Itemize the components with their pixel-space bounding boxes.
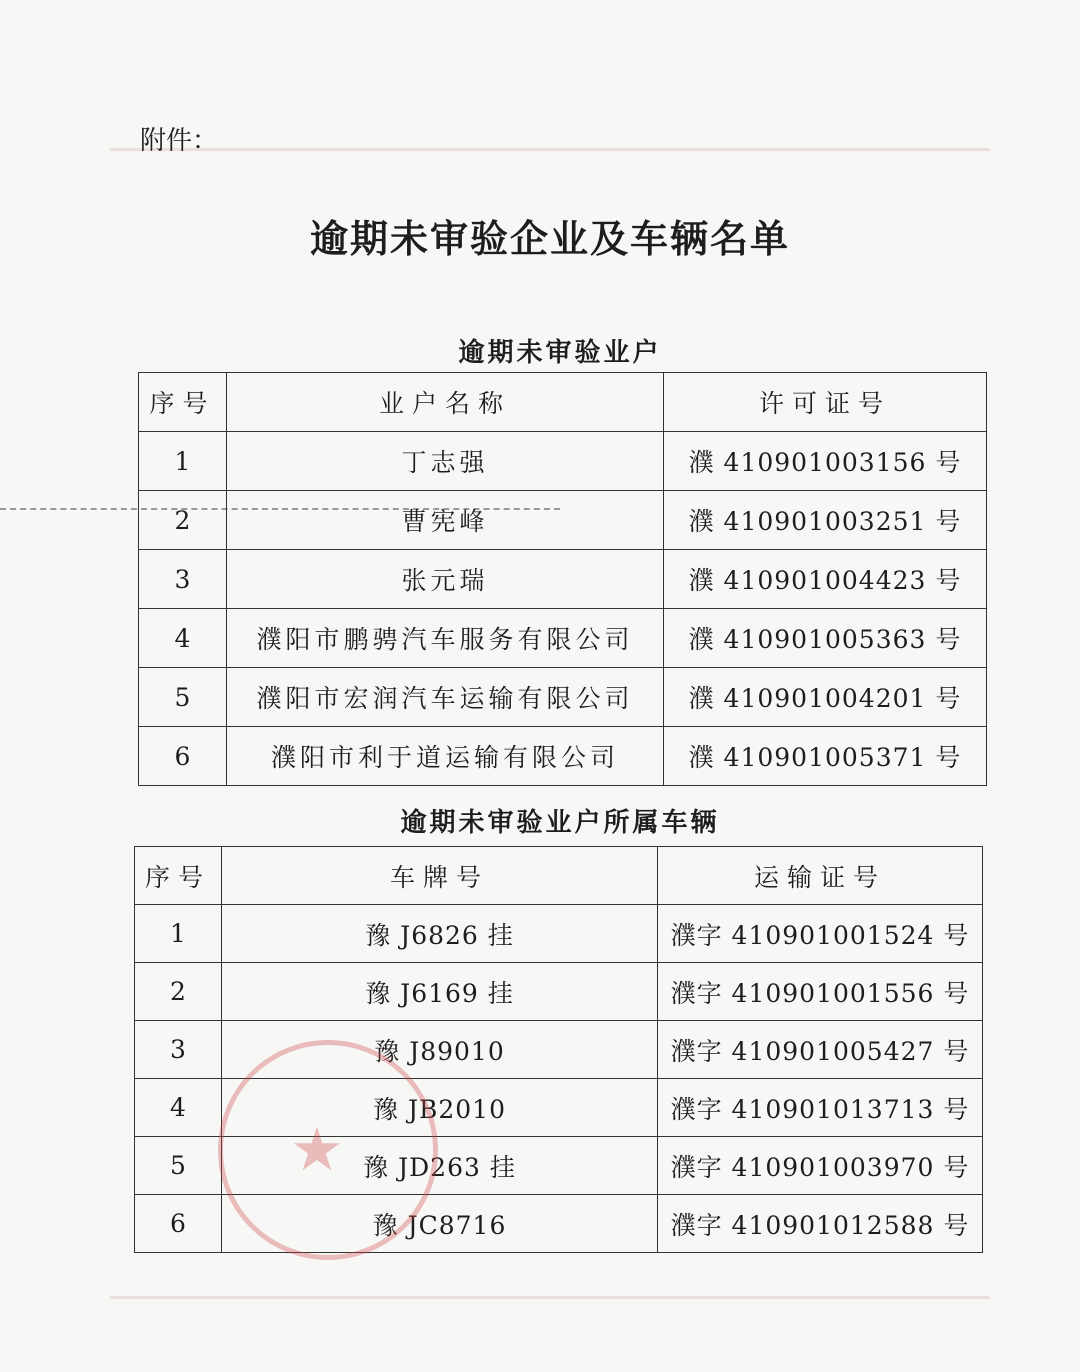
license-number: 濮 410901005363 号 [664, 609, 987, 668]
business-name: 张元瑞 [227, 550, 664, 609]
row-index: 4 [135, 1079, 222, 1137]
business-name: 丁志强 [227, 432, 664, 491]
table-row [139, 491, 987, 550]
row-index: 2 [135, 963, 222, 1021]
row-index: 6 [135, 1195, 222, 1253]
transport-permit-number: 濮字 410901012588 号 [658, 1195, 983, 1253]
business-name: 濮阳市鹏骋汽车服务有限公司 [227, 609, 664, 668]
vehicles-section-title: 逾期未审验业户所属车辆 [400, 808, 720, 838]
row-index: 2 [139, 491, 227, 550]
column-header-index: 序号 [135, 847, 222, 905]
row-index: 1 [139, 432, 227, 491]
plate-number: 豫 J6169 挂 [222, 963, 658, 1021]
attachment-label: 附件： [140, 126, 219, 156]
table-row [139, 432, 987, 491]
plate-number: 豫 JC8716 [222, 1195, 658, 1253]
row-index: 5 [139, 668, 227, 727]
column-header-business-name: 业户名称 [227, 373, 664, 432]
document-title: 逾期未审验企业及车辆名单 [309, 216, 790, 261]
column-header-transport-permit: 运输证号 [658, 847, 983, 905]
row-index: 3 [135, 1021, 222, 1079]
business-name: 曹宪峰 [227, 491, 664, 550]
plate-number: 豫 J6826 挂 [222, 905, 658, 963]
plate-number: 豫 J89010 [222, 1021, 658, 1079]
table-row [135, 905, 983, 963]
plate-number: 豫 JB2010 [222, 1079, 658, 1137]
table-row [139, 668, 987, 727]
column-header-index: 序号 [139, 373, 227, 432]
license-number: 濮 410901005371 号 [664, 727, 987, 786]
table-header-row [135, 847, 983, 905]
license-number: 濮 410901003156 号 [664, 432, 987, 491]
plate-number: 豫 JD263 挂 [222, 1137, 658, 1195]
transport-permit-number: 濮字 410901001556 号 [658, 963, 983, 1021]
transport-permit-number: 濮字 410901003970 号 [658, 1137, 983, 1195]
transport-permit-number: 濮字 410901005427 号 [658, 1021, 983, 1079]
table-row [135, 963, 983, 1021]
table-row [139, 609, 987, 668]
row-index: 3 [139, 550, 227, 609]
table-row [139, 550, 987, 609]
footer-rule [110, 1296, 990, 1299]
businesses-table [138, 372, 987, 786]
business-name: 濮阳市利于道运输有限公司 [227, 727, 664, 786]
table-header-row [139, 373, 987, 432]
business-name: 濮阳市宏润汽车运输有限公司 [227, 668, 664, 727]
row-index: 4 [139, 609, 227, 668]
table-row [139, 727, 987, 786]
column-header-plate-number: 车牌号 [222, 847, 658, 905]
transport-permit-number: 濮字 410901001524 号 [658, 905, 983, 963]
column-header-license-number: 许可证号 [664, 373, 987, 432]
license-number: 濮 410901004423 号 [664, 550, 987, 609]
row-index: 1 [135, 905, 222, 963]
license-number: 濮 410901004201 号 [664, 668, 987, 727]
license-number: 濮 410901003251 号 [664, 491, 987, 550]
row-index: 6 [139, 727, 227, 786]
transport-permit-number: 濮字 410901013713 号 [658, 1079, 983, 1137]
row-index: 5 [135, 1137, 222, 1195]
businesses-section-title: 逾期未审验业户 [458, 338, 662, 368]
seal-star-icon: ★ [290, 1115, 344, 1185]
letterhead-rule [110, 148, 990, 151]
